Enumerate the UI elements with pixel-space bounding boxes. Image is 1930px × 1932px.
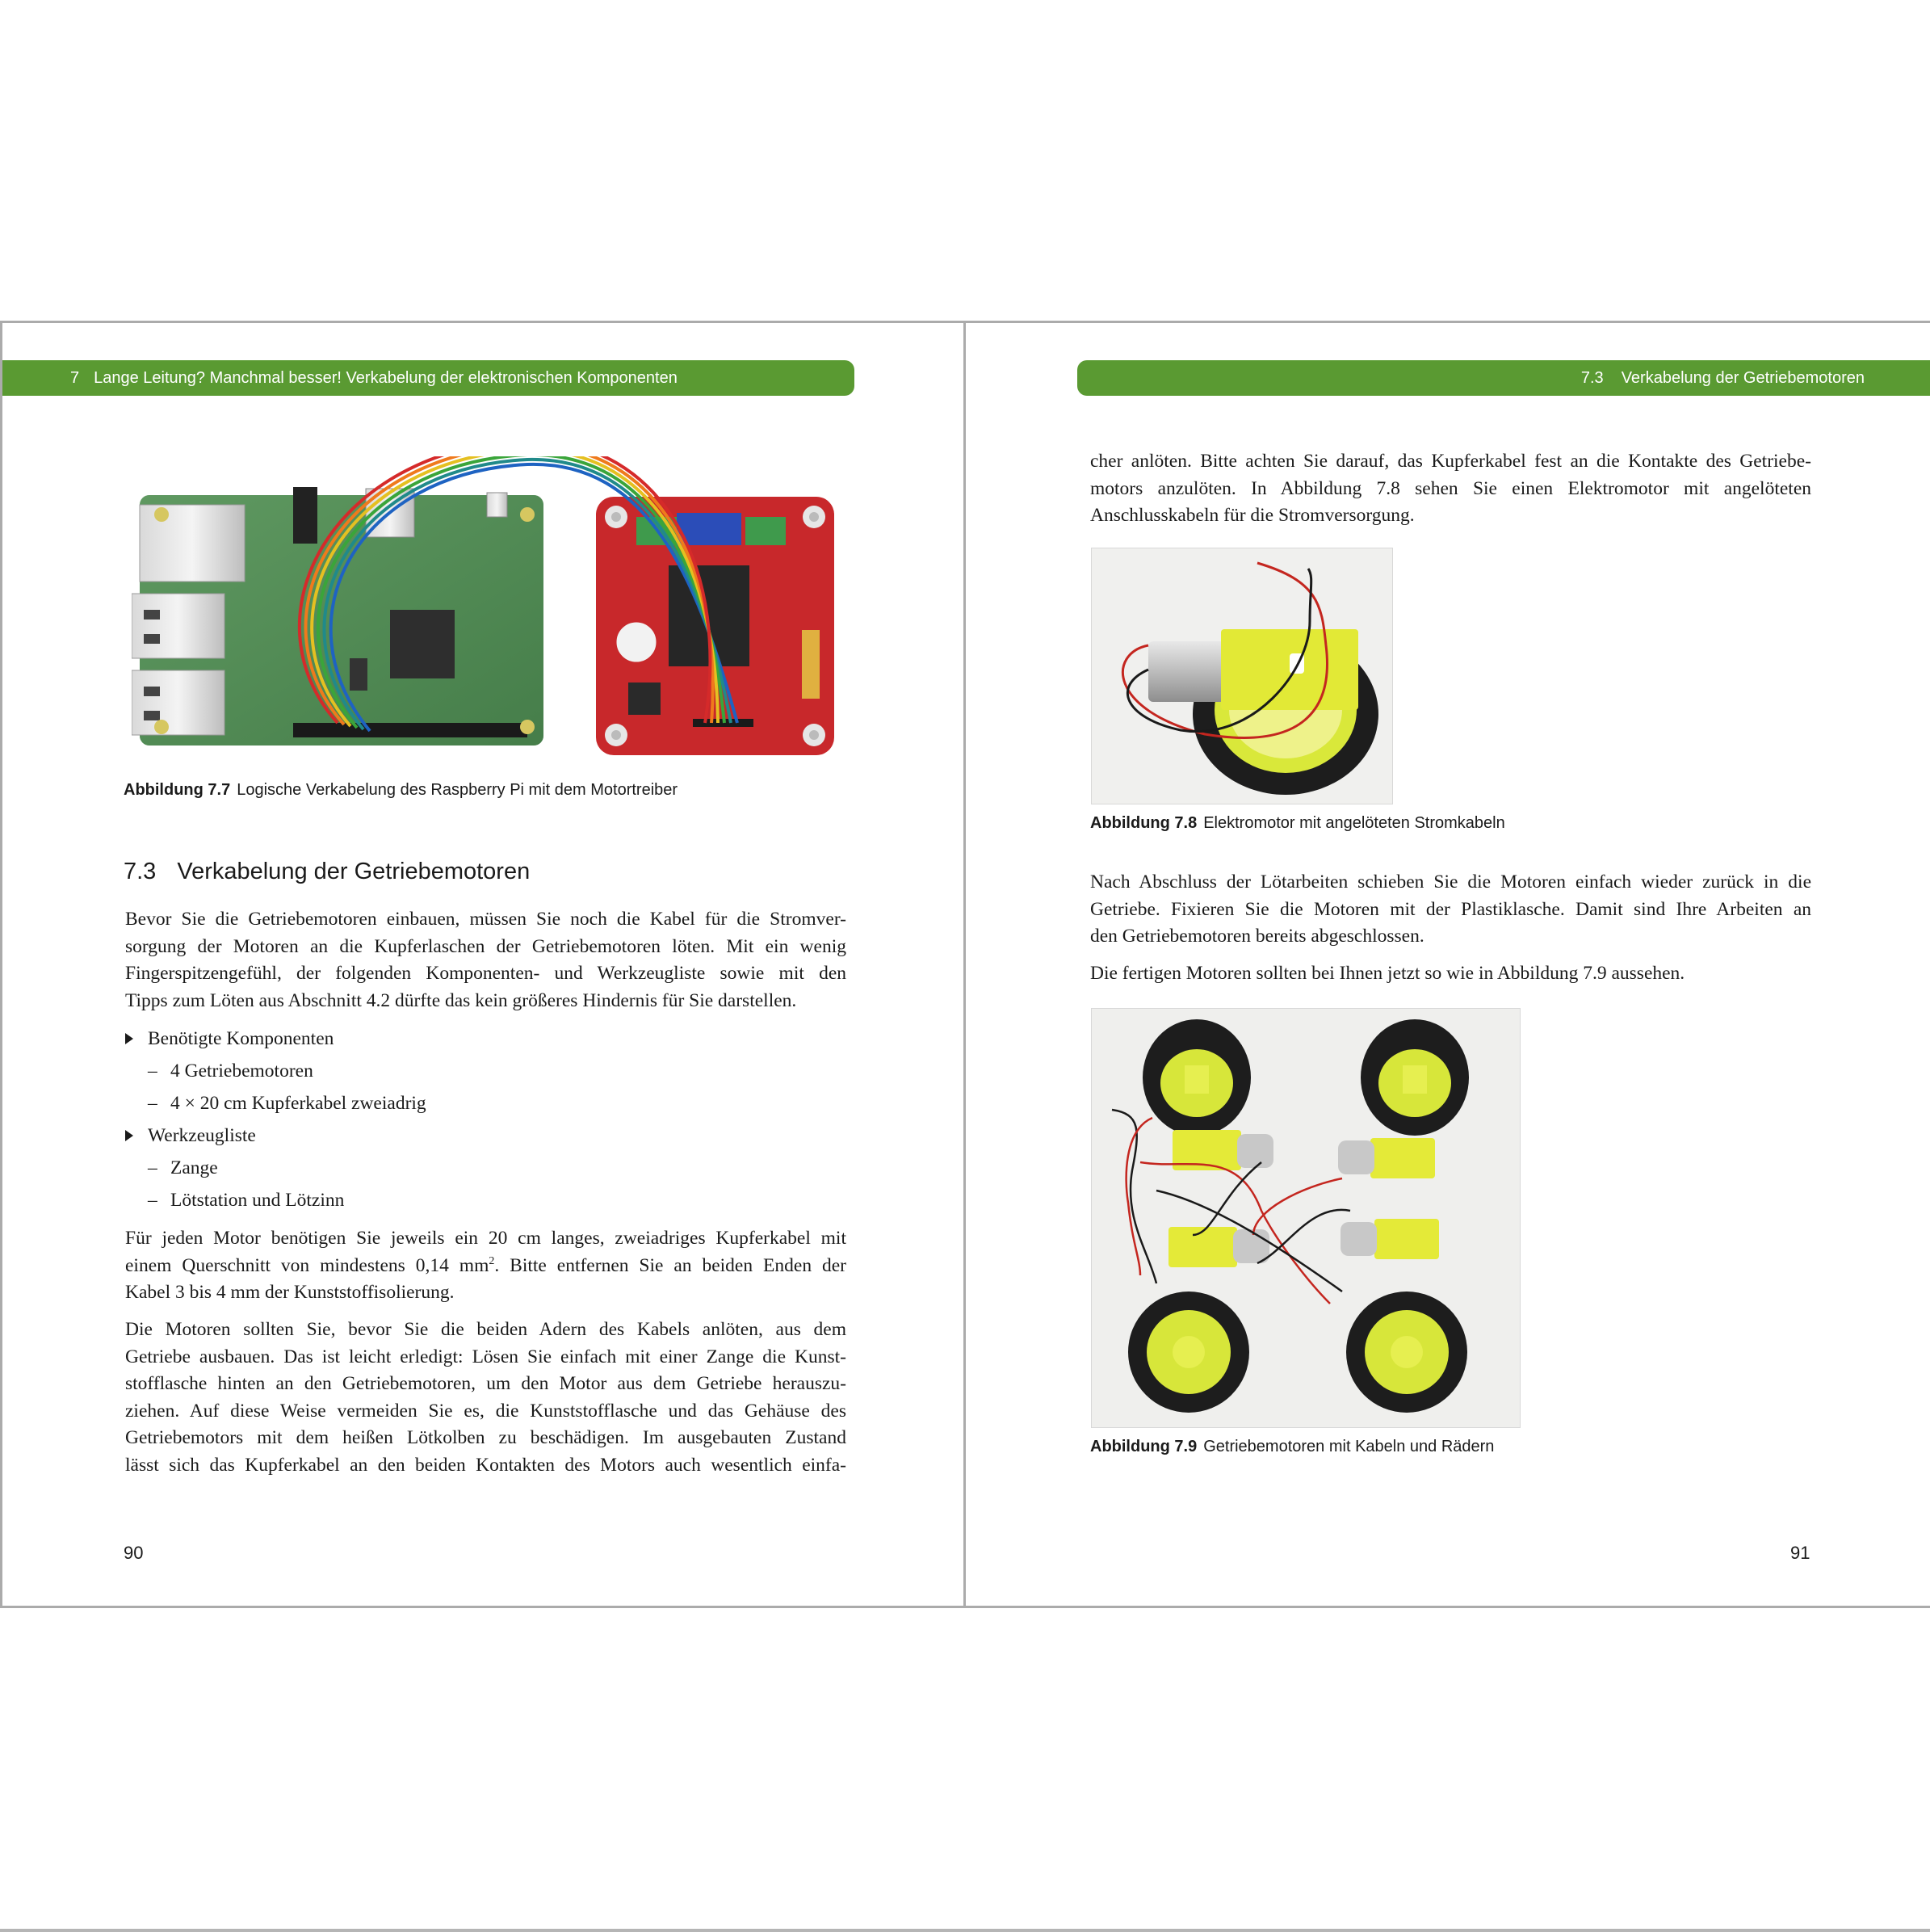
- paragraph-cable: [125, 1225, 846, 1307]
- figure-caption-text: Logische Verkabelung des Raspberry Pi mit dem Motortreiber: [237, 781, 678, 799]
- motors-and-wheels-image: [1092, 1009, 1520, 1427]
- text-line: Die Motoren sollten Sie, bevor Sie die beiden Adern des Kabels anlöten, aus dem: [125, 1319, 846, 1340]
- figure-caption-text: Elektromotor mit angelöteten Stromkabeln: [1203, 814, 1505, 832]
- paragraph-continued: [1090, 448, 1811, 530]
- text-line: Getriebe ausbauen. Das ist leicht erledigt: Lösen Sie einfach mit einer Zange die Kunst-: [125, 1346, 846, 1367]
- dash-bullet-icon: –: [148, 1157, 157, 1178]
- figure-motor-with-wires: [1091, 548, 1393, 804]
- figure-caption-7-8: [1090, 814, 1505, 833]
- page-number-right: 91: [1790, 1543, 1810, 1563]
- figure-caption-text: Getriebemotoren mit Kabeln und Rädern: [1203, 1438, 1495, 1455]
- text-line: Bevor Sie die Getriebemotoren einbauen, müssen Sie noch die Kabel für die Stromver-: [125, 909, 846, 930]
- section-title: Verkabelung der Getriebemotoren: [177, 859, 531, 884]
- section-number: 7.3: [124, 859, 157, 884]
- figure-motors-wheels: [1091, 1008, 1521, 1428]
- text-line: lässt sich das Kupferkabel an den beiden Kontakten des Motors auch wesentlich einfa-: [125, 1454, 846, 1476]
- triangle-bullet-icon: [125, 1130, 133, 1141]
- text-line: Nach Abschluss der Lötarbeiten schieben Sie die Motoren einfach wieder zurück in die: [1090, 872, 1811, 892]
- text-line: Kabel 3 bis 4 mm der Kunststoffisolierung.: [125, 1282, 455, 1303]
- text-line: Für jeden Motor benötigen Sie jeweils ein 20 cm langes, zweiadriges Kupferkabel mit: [125, 1228, 846, 1249]
- text-line: Fingerspitzengefühl, der folgenden Komponenten- und Werkzeugliste sowie mit den: [125, 963, 846, 984]
- paragraph-motor-removal: [125, 1317, 846, 1479]
- figure-label: Abbildung 7.9: [1090, 1438, 1198, 1455]
- section-number: 7.3: [1580, 369, 1604, 387]
- list-item: [125, 1090, 426, 1118]
- dash-bullet-icon: –: [148, 1093, 157, 1114]
- dash-bullet-icon: –: [148, 1190, 157, 1211]
- running-head-right: [1077, 360, 1930, 396]
- running-head-left: [2, 360, 854, 396]
- figure-label: Abbildung 7.7: [124, 781, 231, 799]
- text-line: Getriebe. Fixieren Sie die Motoren mit der Plastiklasche. Damit sind Ihre Arbeiten an: [1090, 898, 1811, 920]
- text-line: sorgung der Motoren an die Kupferlaschen der Getriebemotoren löten. Mit ein wenig: [125, 935, 846, 957]
- chapter-title: Lange Leitung? Manchmal besser! Verkabelung der elektronischen Komponenten: [94, 369, 678, 387]
- list-item: [125, 1058, 313, 1086]
- paragraph-result: [1090, 960, 1811, 988]
- text-line: Anschlusskabeln für die Stromversorgung.: [1090, 505, 1415, 526]
- spread-bottom-edge: [0, 1929, 1930, 1932]
- text-fragment: . Bitte entfernen Sie an beiden Enden der: [494, 1254, 847, 1276]
- list-item-text: Lötstation und Lötzinn: [170, 1190, 345, 1211]
- list-item-text: Benötigte Komponenten: [148, 1028, 334, 1049]
- section-heading: [124, 859, 530, 885]
- dash-bullet-icon: –: [148, 1060, 157, 1082]
- figure-raspberry-pi-motor-driver: [132, 456, 834, 763]
- triangle-bullet-icon: [125, 1033, 133, 1044]
- section-title: Verkabelung der Getriebemotoren: [1621, 369, 1865, 387]
- paragraph-reassembly: [1090, 869, 1811, 951]
- superscript: 2: [489, 1254, 495, 1267]
- list-item: [125, 1155, 218, 1182]
- list-item: [125, 1123, 256, 1150]
- figure-caption-7-9: [1090, 1438, 1494, 1456]
- text-line: Die fertigen Motoren sollten bei Ihnen jetzt so wie in Abbildung 7.9 aussehen.: [1090, 963, 1685, 984]
- raspberry-pi-wiring-image: [132, 456, 834, 763]
- chapter-number: 7: [70, 369, 80, 387]
- list-item-text: 4 × 20 cm Kupferkabel zweiadrig: [170, 1093, 426, 1114]
- text-line: [125, 1253, 846, 1280]
- list-item-text: 4 Getriebemotoren: [170, 1060, 313, 1082]
- figure-label: Abbildung 7.8: [1090, 814, 1198, 832]
- list-item: [125, 1026, 334, 1053]
- text-line: cher anlöten. Bitte achten Sie darauf, das Kupferkabel fest an die Kontakte des Getriebe-: [1090, 451, 1811, 472]
- text-line: Tipps zum Löten aus Abschnitt 4.2 dürfte das kein größeres Hindernis für Sie darstellen.: [125, 989, 797, 1011]
- text-line: Getriebemotors mit dem heißen Lötkolben zu beschädigen. Im ausgebauten Zustand: [125, 1427, 846, 1448]
- list-item-text: Zange: [170, 1157, 218, 1178]
- left-page: [0, 321, 966, 1608]
- book-spread: [0, 321, 1930, 1611]
- right-page: [963, 321, 1930, 1608]
- list-item: [125, 1187, 344, 1215]
- text-line: ziehen. Auf diese Weise vermeiden Sie es, die Kunststofflasche und das Gehäuse des: [125, 1400, 846, 1422]
- motor-wheel-image: [1092, 548, 1392, 804]
- text-line: den Getriebemotoren bereits abgeschlossen.: [1090, 926, 1424, 947]
- page-number-left: 90: [124, 1543, 144, 1563]
- paragraph-intro: [125, 906, 846, 1014]
- text-line: stofflasche hinten an den Getriebemotoren, um den Motor aus dem Getriebe herauszu-: [125, 1373, 846, 1394]
- figure-caption-7-7: [124, 781, 678, 800]
- text-fragment: einem Querschnitt von mindestens 0,14 mm: [125, 1254, 489, 1276]
- list-item-text: Werkzeugliste: [148, 1125, 256, 1146]
- text-line: motors anzulöten. In Abbildung 7.8 sehen Sie einen Elektromotor mit angelöteten: [1090, 477, 1811, 499]
